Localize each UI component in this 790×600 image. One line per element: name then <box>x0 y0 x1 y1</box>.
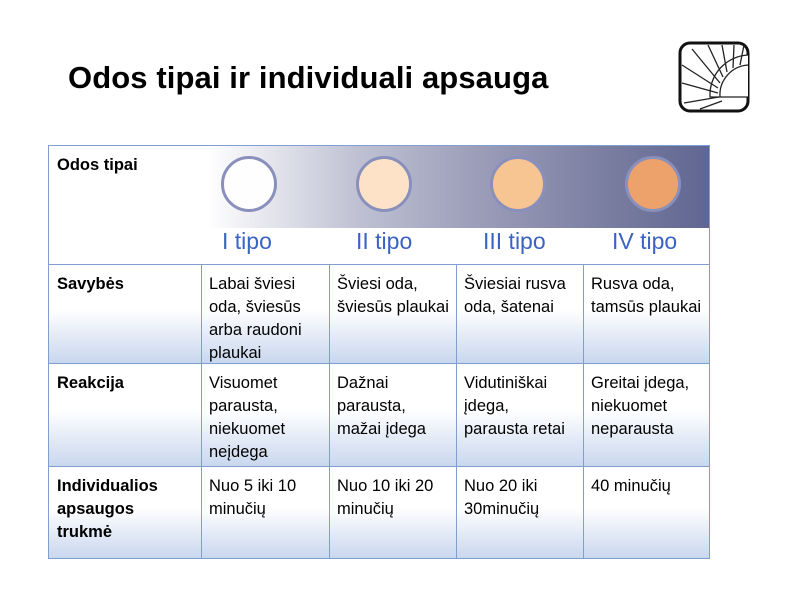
skin-swatch-type-2 <box>356 156 412 212</box>
skin-swatch-type-1 <box>221 156 277 212</box>
type-label-1: I tipo <box>222 228 272 254</box>
skin-types-table <box>48 145 710 559</box>
sun-icon <box>678 41 750 113</box>
cell-properties-1: Labai šviesi oda, šviesūs arba raudoni plaukai <box>209 275 302 362</box>
row-label-properties: Savybės <box>57 275 124 293</box>
cell-properties-2: Šviesi oda, šviesūs plaukai <box>337 275 449 316</box>
page-title: Odos tipai ir individuali apsauga <box>68 60 549 95</box>
row-label-reaction: Reakcija <box>57 374 124 392</box>
cell-properties-3: Šviesiai rusva oda, šatenai <box>464 275 566 316</box>
cell-protection-1: Nuo 5 iki 10 minučių <box>209 477 297 518</box>
type-label-4: IV tipo <box>612 228 678 254</box>
cell-reaction-1: Visuomet parausta, niekuomet neįdega <box>209 374 286 461</box>
cell-reaction-4: Greitai įdega, niekuomet neparausta <box>591 374 690 438</box>
cell-protection-3: Nuo 20 iki 30minučių <box>464 477 540 518</box>
row-label-protection: Individualios apsaugos trukmė <box>57 477 158 541</box>
cell-protection-4: 40 minučių <box>591 477 671 495</box>
skin-swatch-type-3 <box>490 156 546 212</box>
header-label: Odos tipai <box>57 156 138 174</box>
type-label-2: II tipo <box>356 228 413 254</box>
type-label-3: III tipo <box>483 228 546 254</box>
skin-swatch-type-4 <box>625 156 681 212</box>
cell-protection-2: Nuo 10 iki 20 minučių <box>337 477 434 518</box>
cell-reaction-2: Dažnai parausta, mažai įdega <box>337 374 426 438</box>
cell-properties-4: Rusva oda, tamsūs plaukai <box>591 275 702 316</box>
cell-reaction-3: Vidutiniškai įdega, parausta retai <box>464 374 565 438</box>
